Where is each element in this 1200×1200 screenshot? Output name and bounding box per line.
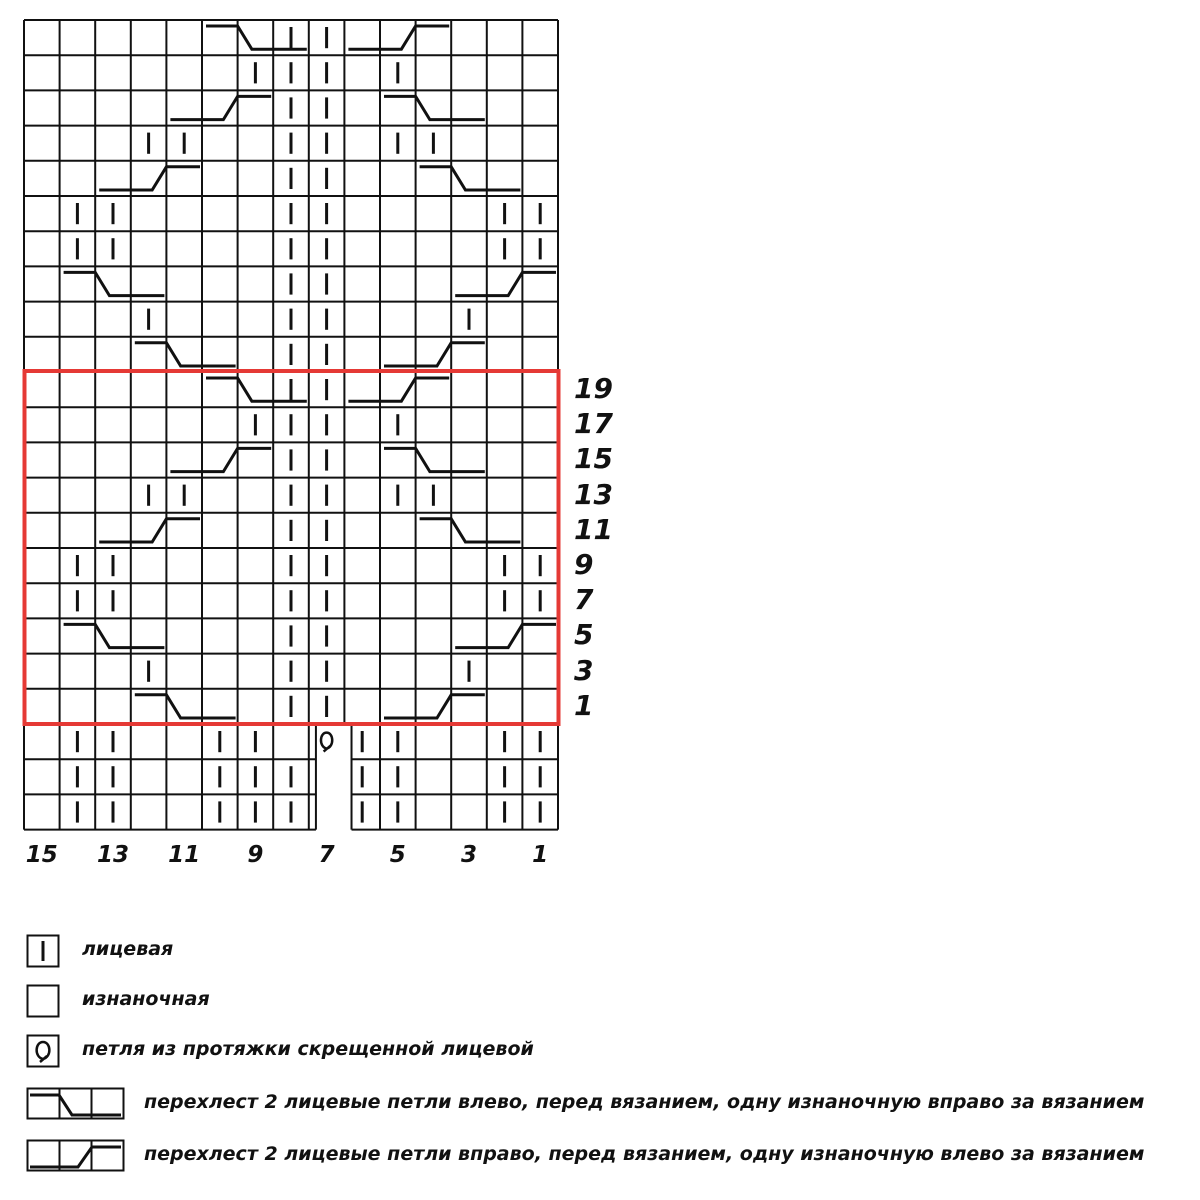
row-number: 15 — [574, 442, 613, 476]
cross-right-cable — [384, 343, 485, 366]
cross-left-cable — [420, 167, 521, 190]
cross-left-symbol-icon — [26, 1087, 130, 1121]
purl-symbol-icon — [26, 984, 66, 1018]
cross-left-cable — [384, 96, 485, 119]
legend-purl-label: изнаночная — [82, 988, 210, 1010]
legend-cross-left-label: перехлест 2 лицевые петли влево, перед вязанием, одну изнаночную вправо за вязанием — [144, 1091, 1145, 1113]
cross-left-cable — [135, 343, 236, 366]
cross-right-cable — [455, 624, 556, 647]
cross-right-cable — [348, 378, 449, 401]
row-number: 19 — [574, 372, 613, 405]
column-number: 11 — [168, 842, 201, 868]
row-number: 13 — [574, 477, 613, 511]
column-number: 7 — [318, 842, 335, 868]
column-number: 1 — [532, 842, 549, 868]
cross-left-cable — [420, 519, 521, 542]
column-number: 3 — [460, 842, 477, 868]
cross-right-cable — [170, 96, 271, 119]
knit-symbol-icon — [26, 934, 66, 968]
cross-left-cable — [384, 448, 485, 471]
cross-right-cable — [99, 167, 200, 190]
twisted-loop-symbol-icon — [26, 1034, 66, 1068]
legend-cross-right-label: перехлест 2 лицевые петли вправо, перед вязанием, одну изнаночную влево за вязанием — [144, 1143, 1145, 1165]
row-number: 3 — [574, 653, 594, 687]
cross-right-cable — [455, 272, 556, 295]
legend-knit-label: лицевая — [82, 938, 174, 960]
cross-left-cable — [64, 272, 165, 295]
row-number: 1 — [574, 688, 594, 722]
cross-left-cable — [64, 624, 165, 647]
cross-right-cable — [384, 695, 485, 718]
cross-left-cable — [135, 695, 236, 718]
cross-right-symbol-icon — [26, 1139, 130, 1173]
row-number: 5 — [574, 618, 594, 652]
cross-right-cable — [170, 448, 271, 471]
twisted-loop-stitch — [321, 733, 332, 752]
row-number: 11 — [574, 512, 613, 546]
column-number: 5 — [389, 842, 406, 868]
column-number: 13 — [96, 842, 129, 868]
row-number: 17 — [574, 407, 613, 441]
column-number: 15 — [25, 842, 58, 868]
column-number: 9 — [247, 842, 264, 868]
legend-twisted-label: петля из протяжки скрещенной лицевой — [82, 1038, 534, 1060]
row-number: 7 — [574, 583, 594, 617]
row-number: 9 — [574, 548, 594, 581]
cross-right-cable — [99, 519, 200, 542]
cross-right-cable — [348, 26, 449, 49]
